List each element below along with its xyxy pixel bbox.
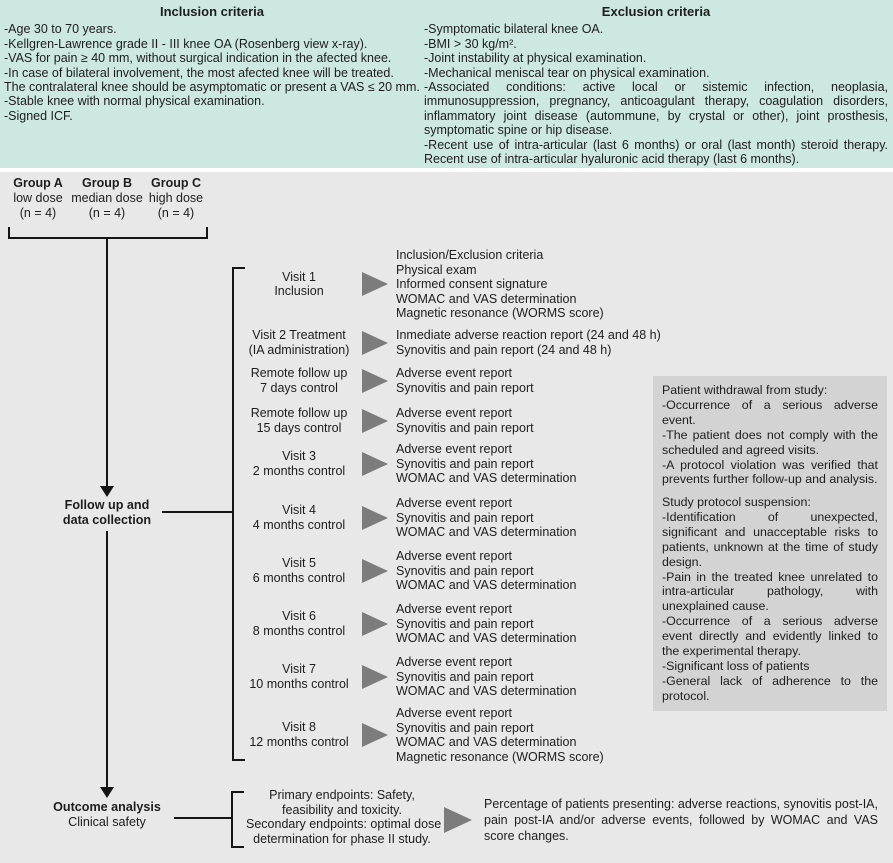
outcome-label-line1: Outcome analysis — [53, 800, 161, 814]
group-a — [6, 176, 70, 220]
remote-follow-up-7-outputs: Adverse event report Synovitis and pain report — [396, 366, 534, 395]
suspension-box-item: -Pain in the treated knee unrelated to intra-articular pathology, with unexplained cause. — [662, 569, 878, 614]
right-arrow-icon — [362, 559, 388, 583]
inclusion-line: The contralateral knee should be asymptomatic or present a VAS ≤ 20 mm. — [4, 80, 420, 95]
remote-follow-up-7-label: Remote follow up 7 days control — [250, 366, 348, 395]
suspension-box-title: Study protocol suspension: — [662, 495, 811, 509]
withdrawal-box-item: -Occurrence of a serious adverse event. — [662, 397, 878, 427]
inclusion-line: -VAS for pain ≥ 40 mm, without surgical indication in the afected knee. — [4, 51, 392, 66]
visit-8-label: Visit 8 12 months control — [249, 720, 349, 750]
inclusion-line: -Kellgren-Lawrence grade II - III knee OA (Rosenberg view x-ray). — [4, 36, 368, 51]
visit-5-outputs: Adverse event report Synovitis and pain report WOMAC and VAS determination — [396, 549, 577, 593]
exclusion-item: -Mechanical meniscal tear on physical examination. — [424, 65, 710, 80]
follow-up-label-line1: Follow up and — [64, 498, 150, 512]
visit-row-8 — [240, 602, 576, 646]
suspension-box-item: -General lack of adherence to the protocol. — [662, 673, 878, 703]
inclusion-line: -Stable knee with normal physical examination. — [4, 94, 265, 109]
follow-up-label-line2: data collection — [62, 513, 152, 527]
endpoints-line: feasibility and toxicity. — [282, 802, 402, 817]
visit-row-1 — [240, 248, 604, 321]
visit-row-3 — [240, 366, 534, 396]
visit-2-label: Visit 2 Treatment (IA administration) — [248, 328, 350, 357]
group-b-n: (n = 4) — [88, 205, 126, 220]
visit-row-2 — [240, 328, 661, 358]
group-c-name: Group C — [151, 176, 201, 190]
withdrawal-box — [653, 376, 887, 494]
group-b-name: Group B — [82, 176, 132, 190]
group-a-dose: low dose — [13, 190, 63, 205]
group-b — [71, 176, 143, 220]
visit-row-5 — [240, 442, 576, 486]
visit-6-outputs: Adverse event report Synovitis and pain report WOMAC and VAS determination — [396, 602, 577, 646]
exclusion-criteria-title: Exclusion criteria — [601, 4, 711, 19]
visit-5-label: Visit 5 6 months control — [252, 556, 346, 585]
flow-stem-top — [106, 237, 108, 486]
visit-3-label: Visit 3 2 months control — [252, 449, 346, 478]
outcome-label-line2: Clinical safety — [68, 815, 146, 829]
suspension-box-item: -Significant loss of patients — [662, 658, 810, 673]
withdrawal-box-item: -A protocol violation was verified that prevents further follow-up and analysis. — [662, 457, 878, 487]
exclusion-item: -Joint instability at physical examination. — [424, 51, 647, 66]
outcome-connector — [174, 817, 232, 819]
right-arrow-icon — [362, 452, 388, 476]
visit-row-4 — [240, 406, 534, 436]
remote-follow-up-15-outputs: Adverse event report Synovitis and pain report — [396, 406, 534, 435]
endpoints-line: Primary endpoints: Safety, — [269, 788, 415, 802]
arrow-down-icon — [100, 486, 114, 497]
group-a-name: Group A — [13, 176, 63, 190]
inclusion-line: -In case of bilateral involvement, the most afected knee will be treated. — [4, 65, 394, 80]
endpoints-line: Secondary endpoints: optimal dose — [246, 817, 442, 832]
visit-2-outputs: Inmediate adverse reaction report (24 and 48 h) Synovitis and pain report (24 and 48 h) — [396, 328, 661, 357]
follow-up-label — [27, 498, 187, 528]
visit-row-10 — [240, 706, 604, 764]
withdrawal-box-item: -The patient does not comply with the scheduled and agreed visits. — [662, 427, 878, 457]
visit-row-6 — [240, 496, 576, 540]
groups-bracket-right-tick — [206, 227, 208, 239]
suspension-box-item: -Occurrence of a serious adverse event directly and evidently linked to the experimental therapy. — [662, 614, 878, 659]
endpoints-line: determination for phase II study. — [253, 831, 431, 846]
flow-stem-bottom — [106, 531, 108, 787]
suspension-box — [653, 488, 887, 711]
final-note: Percentage of patients presenting: adverse reactions, synovitis post-IA, pain post-IA and/or adverse events, followed by WOMAC and VAS score changes. — [484, 797, 878, 843]
arrow-down-icon — [100, 787, 114, 798]
inclusion-line: -Signed ICF. — [4, 108, 73, 123]
visit-6-label: Visit 6 8 months control — [252, 609, 346, 638]
endpoints-text — [246, 788, 442, 846]
visit-row-9 — [240, 655, 576, 699]
suspension-box-item: -Identification of unexpected, significant and unacceptable risks to patients, unknown at the time of study design. — [662, 509, 878, 569]
visit-1-outputs: Inclusion/Exclusion criteria Physical exam Informed consent signature WOMAC and VAS determination Magnetic resonance (WORMS score) — [396, 248, 604, 321]
follow-up-connector — [162, 511, 233, 513]
criteria-panel — [0, 0, 893, 168]
visit-7-outputs: Adverse event report Synovitis and pain report WOMAC and VAS determination — [396, 655, 577, 699]
exclusion-criteria-section — [424, 5, 888, 166]
endpoints-bracket — [231, 791, 233, 848]
right-arrow-icon — [362, 272, 388, 296]
dose-groups — [6, 176, 208, 220]
remote-follow-up-15-label: Remote follow up 15 days control — [250, 406, 348, 435]
group-b-dose: median dose — [71, 190, 143, 205]
visit-row-7 — [240, 549, 576, 593]
group-c-n: (n = 4) — [157, 205, 195, 220]
right-arrow-icon — [362, 723, 388, 747]
inclusion-criteria-section — [4, 5, 420, 123]
exclusion-item: -Symptomatic bilateral knee OA. — [424, 22, 604, 37]
right-arrow-icon — [362, 409, 388, 433]
outcome-label — [27, 800, 187, 830]
right-arrow-icon — [362, 612, 388, 636]
visit-4-outputs: Adverse event report Synovitis and pain report WOMAC and VAS determination — [396, 496, 577, 540]
exclusion-item: -BMI > 30 kg/m². — [424, 36, 517, 51]
right-arrow-icon — [362, 506, 388, 530]
right-arrow-icon — [444, 807, 472, 833]
exclusion-item: -Associated conditions: active local or sistemic infection, neoplasia, immunosuppression, pregnancy, anticoagulant therapy, coagulation disorders, inflammatory joint disease (autommune, by crystal or other), joint prosthesis, symptomatic spine or hip disease. — [424, 80, 888, 138]
visit-4-label: Visit 4 4 months control — [252, 503, 346, 532]
group-c-dose: high dose — [148, 190, 204, 205]
groups-bracket-left-tick — [8, 227, 10, 239]
visit-7-label: Visit 7 10 months control — [249, 662, 349, 691]
right-arrow-icon — [362, 665, 388, 689]
groups-bracket — [8, 237, 208, 239]
withdrawal-box-title: Patient withdrawal from study: — [662, 383, 828, 397]
group-a-n: (n = 4) — [19, 205, 57, 220]
inclusion-line: -Age 30 to 70 years. — [4, 22, 117, 37]
visits-bracket-spine — [232, 267, 234, 761]
endpoints-bracket-top-tick — [231, 791, 244, 793]
right-arrow-icon — [362, 331, 388, 355]
right-arrow-icon — [362, 369, 388, 393]
group-c — [144, 176, 208, 220]
exclusion-item: -Recent use of intra-articular (last 6 months) or oral (last month) steroid therapy. Recent use of intra-articular hyaluronic acid therapy (last 6 months). — [424, 137, 888, 167]
visit-8-outputs: Adverse event report Synovitis and pain report WOMAC and VAS determination Magnetic resonance (WORMS score) — [396, 706, 604, 764]
endpoints-bracket-bottom-tick — [231, 846, 244, 848]
visit-1-label: Visit 1 Inclusion — [274, 269, 324, 299]
inclusion-criteria-title: Inclusion criteria — [159, 4, 265, 19]
visit-3-outputs: Adverse event report Synovitis and pain report WOMAC and VAS determination — [396, 442, 577, 486]
